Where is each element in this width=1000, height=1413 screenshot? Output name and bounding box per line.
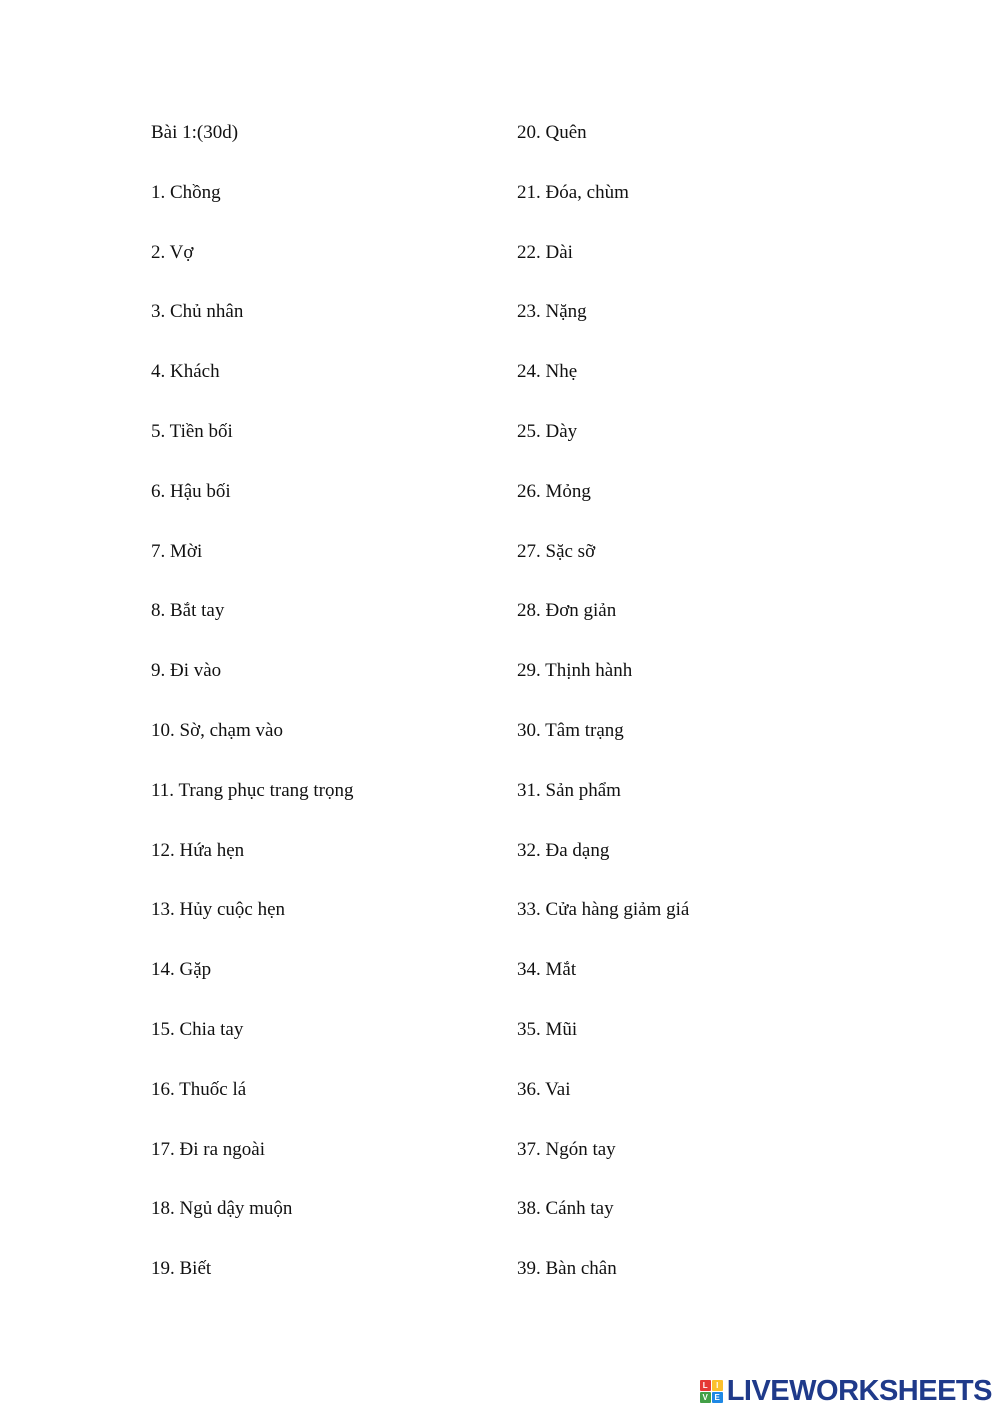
vocab-item: 18. Ngủ dậy muộn bbox=[151, 1198, 293, 1220]
vocab-item: 32. Đa dạng bbox=[517, 839, 610, 861]
vocab-item: 15. Chia tay bbox=[151, 1018, 244, 1040]
left-column bbox=[151, 120, 353, 1316]
vocab-item: 25. Dày bbox=[517, 420, 578, 442]
vocab-item: 29. Thịnh hành bbox=[517, 660, 633, 682]
vocab-item: 4. Khách bbox=[151, 361, 220, 383]
vocab-item: 33. Cửa hàng giảm giá bbox=[517, 899, 690, 921]
logo-text: LIVEWORKSHEETS bbox=[726, 1375, 992, 1407]
vocab-item: 5. Tiền bối bbox=[151, 420, 233, 442]
liveworksheets-logo[interactable] bbox=[700, 1375, 992, 1408]
vocab-item: 2. Vợ bbox=[151, 241, 194, 263]
vocab-item: 26. Mỏng bbox=[517, 480, 591, 502]
vocab-item: 1. Chồng bbox=[151, 181, 221, 203]
vocab-item: 36. Vai bbox=[517, 1078, 571, 1100]
logo-mark-icon bbox=[700, 1380, 723, 1403]
vocab-item: 14. Gặp bbox=[151, 959, 212, 981]
logo-mark-cell: L bbox=[700, 1380, 711, 1391]
vocab-item: 23. Nặng bbox=[517, 301, 587, 323]
vocab-item: 12. Hứa hẹn bbox=[151, 839, 245, 861]
vocab-item: 6. Hậu bối bbox=[151, 480, 231, 502]
vocab-item: 13. Hủy cuộc hẹn bbox=[151, 899, 286, 921]
vocab-item: 31. Sản phẩm bbox=[517, 779, 621, 801]
logo-mark-cell: I bbox=[712, 1380, 723, 1391]
exercise-title: Bài 1:(30d) bbox=[151, 122, 239, 143]
vocab-item: 37. Ngón tay bbox=[517, 1138, 616, 1160]
vocab-item: 19. Biết bbox=[151, 1258, 212, 1280]
vocab-item: 10. Sờ, chạm vào bbox=[151, 719, 283, 741]
vocab-item: 7. Mời bbox=[151, 540, 203, 562]
vocab-item: 9. Đi vào bbox=[151, 660, 222, 682]
vocab-item: 20. Quên bbox=[517, 122, 587, 143]
vocab-item: 34. Mắt bbox=[517, 959, 577, 981]
vocab-item: 39. Bàn chân bbox=[517, 1258, 617, 1280]
vocab-item: 24. Nhẹ bbox=[517, 361, 578, 383]
vocab-item: 30. Tâm trạng bbox=[517, 719, 624, 741]
right-column bbox=[517, 120, 689, 1316]
logo-mark-cell: E bbox=[712, 1392, 723, 1403]
vocab-item: 8. Bắt tay bbox=[151, 600, 225, 622]
vocab-item: 35. Mũi bbox=[517, 1018, 578, 1040]
vocab-item: 28. Đơn giản bbox=[517, 600, 617, 622]
vocab-item: 17. Đi ra ngoài bbox=[151, 1138, 265, 1160]
vocab-item: 22. Dài bbox=[517, 241, 573, 263]
vocab-item: 21. Đóa, chùm bbox=[517, 181, 629, 203]
logo-mark-cell: V bbox=[700, 1392, 711, 1403]
vocab-item: 27. Sặc sỡ bbox=[517, 540, 596, 562]
vocab-item: 3. Chủ nhân bbox=[151, 301, 244, 323]
vocab-item: 11. Trang phục trang trọng bbox=[151, 779, 354, 801]
vocab-item: 38. Cánh tay bbox=[517, 1198, 614, 1220]
vocab-item: 16. Thuốc lá bbox=[151, 1078, 247, 1100]
